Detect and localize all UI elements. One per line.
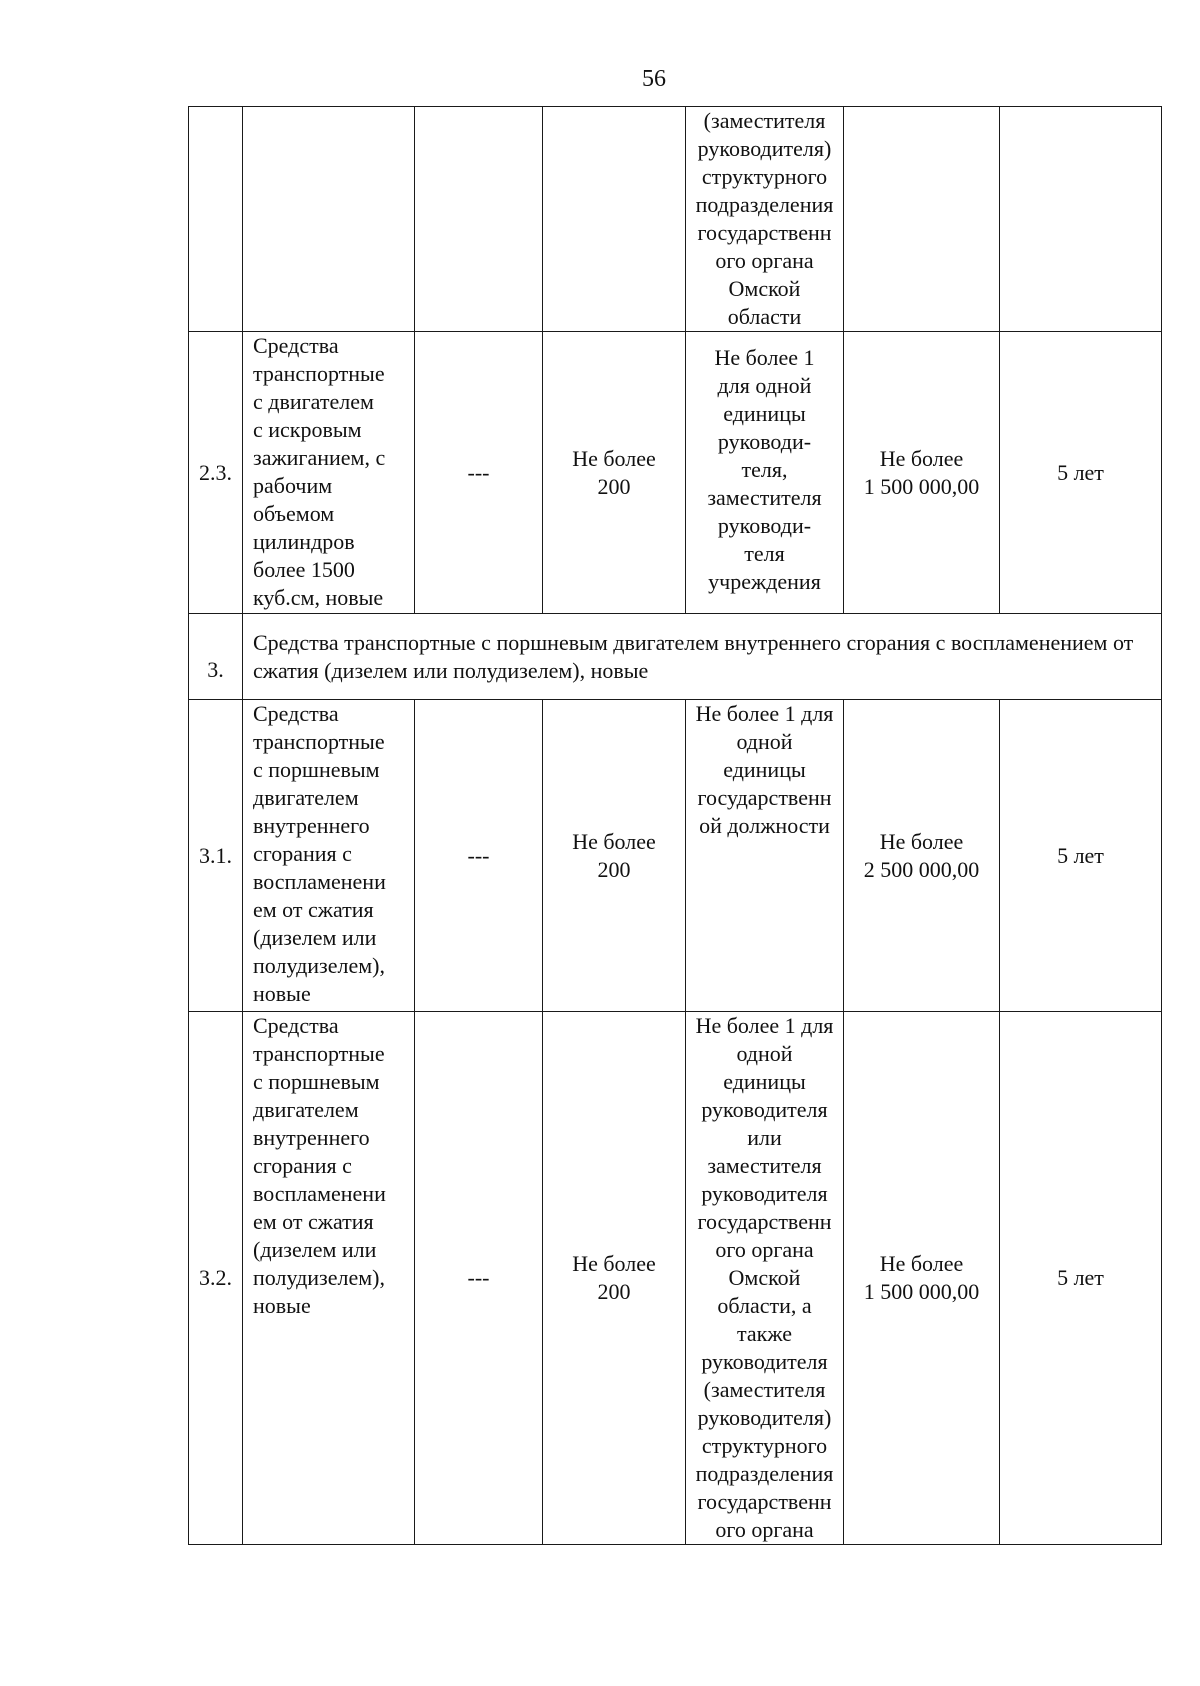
row-number-cell bbox=[189, 614, 243, 700]
row-number: 2.3. bbox=[199, 459, 232, 485]
power-cell bbox=[543, 700, 686, 1012]
term-value: 5 лет bbox=[1057, 842, 1104, 868]
row-number-cell bbox=[189, 107, 243, 332]
price-value: Не более 1 500 000,00 bbox=[863, 445, 980, 499]
section-title-cell bbox=[243, 614, 1162, 700]
quantity-cell bbox=[686, 1012, 844, 1545]
power-cell bbox=[543, 1012, 686, 1545]
dash-value: --- bbox=[467, 842, 490, 868]
dash-cell bbox=[415, 332, 543, 614]
term-cell bbox=[1000, 107, 1162, 332]
dash-cell bbox=[415, 107, 543, 332]
norms-table bbox=[188, 106, 1162, 1545]
row-number-cell bbox=[189, 700, 243, 1012]
row-number: 3.2. bbox=[199, 1265, 232, 1290]
row-number: 3.1. bbox=[199, 842, 232, 868]
power-cell bbox=[543, 332, 686, 614]
table-row bbox=[189, 332, 1162, 614]
term-cell bbox=[1000, 700, 1162, 1012]
item-name-cell bbox=[243, 1012, 415, 1545]
item-name: Средства транспортные с двигателем с искровым зажиганием, с рабочим объемом цилиндров более 1500 куб.см, новые bbox=[253, 333, 386, 610]
power-cell bbox=[543, 107, 686, 332]
section-row bbox=[189, 614, 1162, 700]
item-name: Средства транспортные с поршневым двигателем внутреннего сгорания с воспламенени ем от сжатия (дизелем или полудизелем), новые bbox=[253, 701, 386, 1006]
section-number: 3. bbox=[207, 656, 224, 682]
quantity-text: Не более 1 для одной единицы руководителя или заместителя руководителя государственн ого органа Омской области, а также руководителя (заместителя руководителя) структурного подразделения государственн ого органа bbox=[695, 1013, 834, 1542]
price-value: Не более 1 500 000,00 bbox=[863, 1251, 980, 1304]
item-name-cell bbox=[243, 332, 415, 614]
price-value: Не более 2 500 000,00 bbox=[863, 828, 980, 882]
power-value: Не более 200 bbox=[572, 1251, 656, 1304]
power-value: Не более 200 bbox=[572, 828, 656, 882]
quantity-cell bbox=[686, 332, 844, 614]
item-name-cell bbox=[243, 700, 415, 1012]
item-name: Средства транспортные с поршневым двигателем внутреннего сгорания с воспламенени ем от сжатия (дизелем или полудизелем), новые bbox=[253, 1013, 386, 1318]
quantity-text: Не более 1 для одной единицы государственн ой должности bbox=[695, 701, 834, 838]
quantity-cell bbox=[686, 700, 844, 1012]
table-row bbox=[189, 107, 1162, 332]
table-row bbox=[189, 1012, 1162, 1545]
table-row bbox=[189, 700, 1162, 1012]
page-number-text: 56 bbox=[642, 66, 666, 92]
term-cell bbox=[1000, 1012, 1162, 1545]
price-cell bbox=[844, 1012, 1000, 1545]
dash-value: --- bbox=[467, 1265, 490, 1290]
price-cell bbox=[844, 700, 1000, 1012]
price-cell bbox=[844, 332, 1000, 614]
dash-value: --- bbox=[467, 459, 490, 485]
power-value: Не более 200 bbox=[572, 445, 656, 499]
quantity-text: (заместителя руководителя) структурного подразделения государственн ого органа Омской области bbox=[695, 108, 834, 329]
row-number-cell bbox=[189, 332, 243, 614]
quantity-text: Не более 1 для одной единицы руководи- теля, заместителя руководи- теля учреждения bbox=[707, 345, 822, 594]
row-number-cell bbox=[189, 1012, 243, 1545]
dash-cell bbox=[415, 700, 543, 1012]
price-cell bbox=[844, 107, 1000, 332]
quantity-cell bbox=[686, 107, 844, 332]
item-name-cell bbox=[243, 107, 415, 332]
term-value: 5 лет bbox=[1057, 1265, 1104, 1290]
term-cell bbox=[1000, 332, 1162, 614]
section-title: Средства транспортные с поршневым двигателем внутреннего сгорания с воспламенением от сжатия (дизелем или полудизелем), новые bbox=[253, 629, 1134, 683]
dash-cell bbox=[415, 1012, 543, 1545]
term-value: 5 лет bbox=[1057, 459, 1104, 485]
page-number bbox=[0, 64, 1200, 94]
